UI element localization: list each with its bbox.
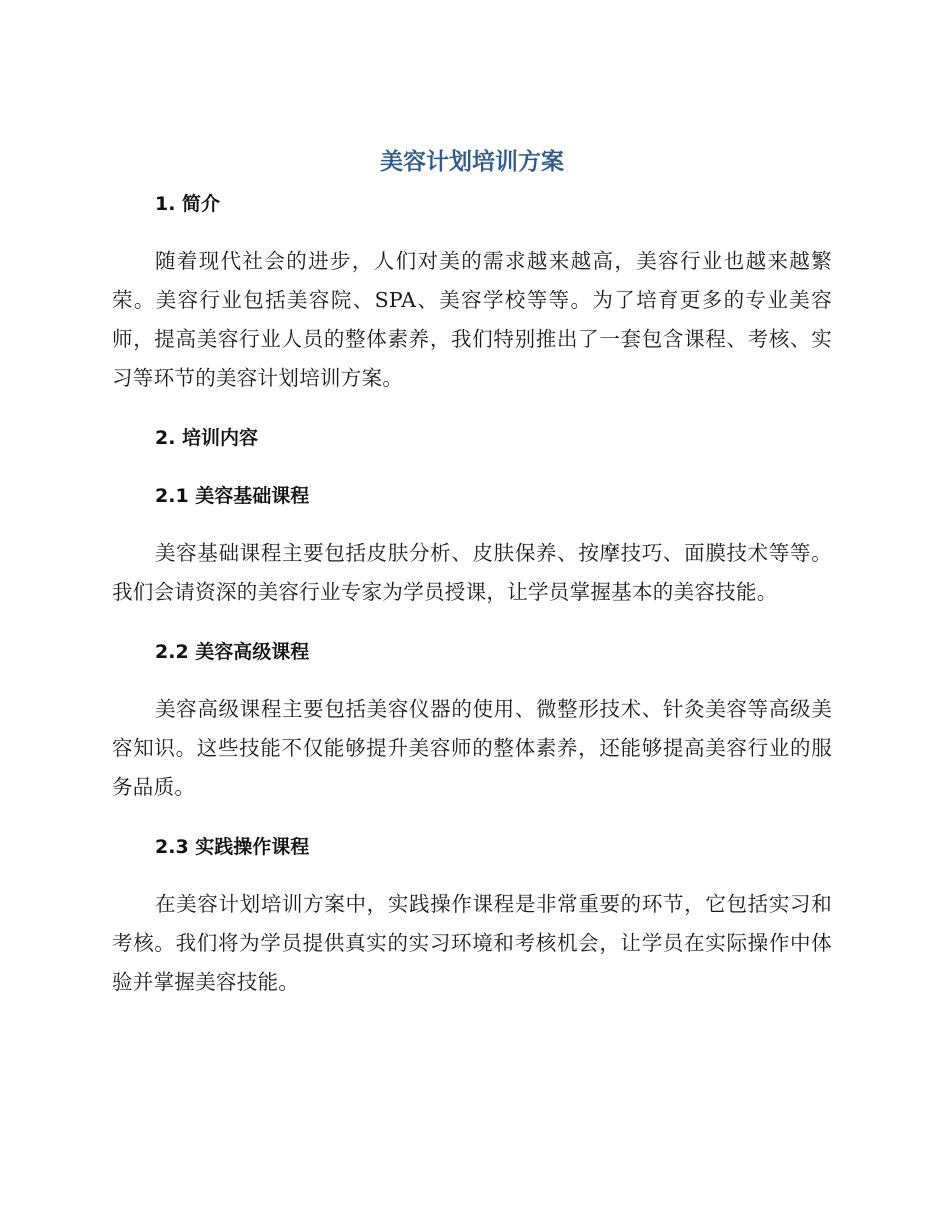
- section-heading-training-content: 2. 培训内容: [155, 427, 259, 449]
- section-heading-advanced-course: 2.2 美容高级课程: [155, 641, 310, 663]
- section-paragraph-basic-course: 美容基础课程主要包括皮肤分析、皮肤保养、按摩技巧、面膜技术等等。我们会请资深的美容行业专家为学员授课，让学员掌握基本的美容技能。: [112, 541, 832, 604]
- document-body: [112, 140, 832, 1002]
- section-heading-basic-course: 2.1 美容基础课程: [155, 485, 310, 507]
- section-heading-practice-course: 2.3 实践操作课程: [155, 836, 310, 858]
- document-title: 美容计划培训方案: [380, 149, 564, 175]
- section-paragraph-advanced-course: 美容高级课程主要包括美容仪器的使用、微整形技术、针灸美容等高级美容知识。这些技能不仅能够提升美容师的整体素养，还能够提高美容行业的服务品质。: [112, 697, 832, 799]
- section-heading-introduction: 1. 简介: [155, 193, 221, 215]
- section-paragraph-introduction: 随着现代社会的进步，人们对美的需求越来越高，美容行业也越来越繁荣。美容行业包括美容院、SPA、美容学校等等。为了培育更多的专业美容师，提高美容行业人员的整体素养，我们特别推出了一套包含课程、考核、实习等环节的美容计划培训方案。: [112, 249, 832, 390]
- section-paragraph-practice-course: 在美容计划培训方案中，实践操作课程是非常重要的环节，它包括实习和考核。我们将为学员提供真实的实习环境和考核机会，让学员在实际操作中体验并掌握美容技能。: [112, 892, 832, 994]
